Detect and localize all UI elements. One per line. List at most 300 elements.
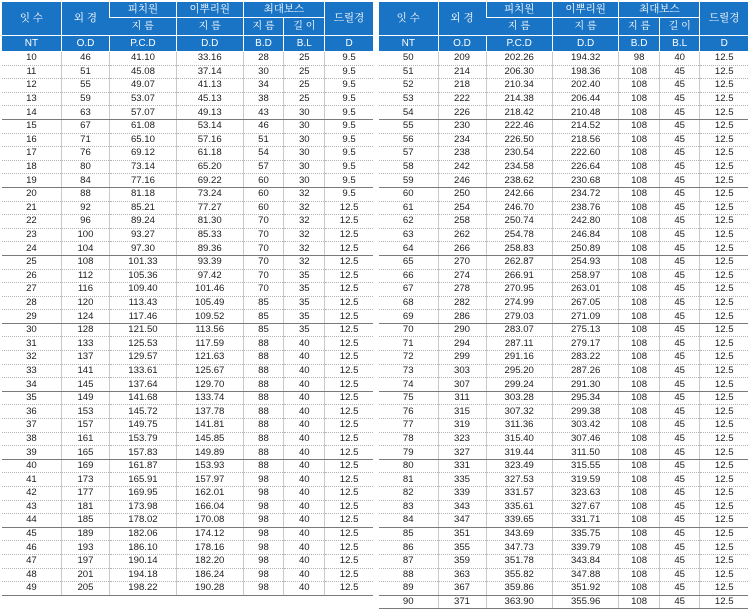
cell-bl: 45 xyxy=(659,554,700,568)
cell-nt: 41 xyxy=(2,473,61,487)
cell-pcd: 323.49 xyxy=(486,459,552,473)
table-row xyxy=(2,554,373,568)
cell-pcd: 137.64 xyxy=(110,378,177,392)
cell-bl: 45 xyxy=(659,255,700,269)
cell-drill: 12.5 xyxy=(700,514,748,528)
cell-nt: 34 xyxy=(2,378,61,392)
cell-bl: 40 xyxy=(284,554,325,568)
cell-drill: 12.5 xyxy=(325,242,373,256)
table-row xyxy=(2,160,373,174)
cell-bl: 45 xyxy=(659,541,700,555)
cell-drill: 12.5 xyxy=(700,500,748,514)
table-row xyxy=(2,582,373,596)
cell-drill: 12.5 xyxy=(700,255,748,269)
table-row xyxy=(379,527,748,541)
cell-drill: 12.5 xyxy=(700,323,748,337)
cell-nt: 75 xyxy=(379,391,438,405)
table-row xyxy=(379,446,748,460)
cell-pcd: 105.36 xyxy=(110,269,177,283)
cell-od: 88 xyxy=(61,187,109,201)
cell-bd: 70 xyxy=(243,215,284,229)
cell-pcd: 262.87 xyxy=(486,255,552,269)
cell-nt: 19 xyxy=(2,174,61,188)
cell-drill: 12.5 xyxy=(325,296,373,310)
cell-nt: 71 xyxy=(379,337,438,351)
cell-bl: 45 xyxy=(659,364,700,378)
cell-dd: 222.60 xyxy=(552,147,618,161)
cell-od: 307 xyxy=(438,378,486,392)
cell-bl: 40 xyxy=(284,405,325,419)
cell-bd: 108 xyxy=(619,487,660,501)
cell-pcd: 169.95 xyxy=(110,487,177,501)
table-row xyxy=(2,174,373,188)
table-row xyxy=(2,201,373,215)
table-row xyxy=(379,405,748,419)
cell-nt: 33 xyxy=(2,364,61,378)
cell-od: 59 xyxy=(61,92,109,106)
table-row xyxy=(379,215,748,229)
cell-dd: 303.42 xyxy=(552,419,618,433)
cell-drill: 12.5 xyxy=(325,255,373,269)
cell-nt: 10 xyxy=(2,52,61,66)
header-bl-en: B.L xyxy=(284,36,325,52)
cell-bd: 98 xyxy=(619,52,660,66)
cell-od: 335 xyxy=(438,473,486,487)
cell-bl: 45 xyxy=(659,323,700,337)
table-row xyxy=(2,255,373,269)
cell-drill: 12.5 xyxy=(325,215,373,229)
table-row xyxy=(2,459,373,473)
cell-pcd: 307.32 xyxy=(486,405,552,419)
table-row xyxy=(379,500,748,514)
cell-drill: 12.5 xyxy=(325,446,373,460)
cell-bd: 98 xyxy=(243,514,284,528)
cell-od: 250 xyxy=(438,187,486,201)
cell-bl: 32 xyxy=(284,215,325,229)
cell-bd: 51 xyxy=(243,133,284,147)
cell-bl: 40 xyxy=(284,514,325,528)
cell-nt: 51 xyxy=(379,65,438,79)
cell-bd: 60 xyxy=(243,201,284,215)
cell-bd: 108 xyxy=(619,364,660,378)
table-row xyxy=(2,79,373,93)
cell-dd: 157.97 xyxy=(176,473,243,487)
cell-od: 92 xyxy=(61,201,109,215)
header-boss-ko: 최대보스 xyxy=(619,2,700,18)
cell-dd: 81.30 xyxy=(176,215,243,229)
table-row xyxy=(2,500,373,514)
cell-bd: 70 xyxy=(243,242,284,256)
cell-od: 258 xyxy=(438,215,486,229)
cell-bl: 40 xyxy=(284,419,325,433)
table-row xyxy=(2,337,373,351)
cell-dd: 218.56 xyxy=(552,133,618,147)
header-nt-en: NT xyxy=(379,36,438,52)
cell-drill: 9.5 xyxy=(325,65,373,79)
cell-bd: 88 xyxy=(243,432,284,446)
cell-od: 266 xyxy=(438,242,486,256)
cell-pcd: 363.90 xyxy=(486,595,552,609)
cell-dd: 105.49 xyxy=(176,296,243,310)
cell-pcd: 254.78 xyxy=(486,228,552,242)
cell-drill: 12.5 xyxy=(325,432,373,446)
cell-nt: 81 xyxy=(379,473,438,487)
cell-od: 319 xyxy=(438,419,486,433)
cell-nt: 72 xyxy=(379,351,438,365)
cell-bd: 108 xyxy=(619,432,660,446)
cell-drill: 12.5 xyxy=(700,582,748,596)
cell-pcd: 299.24 xyxy=(486,378,552,392)
cell-nt: 42 xyxy=(2,487,61,501)
cell-pcd: 355.82 xyxy=(486,568,552,582)
cell-nt: 69 xyxy=(379,310,438,324)
cell-pcd: 173.98 xyxy=(110,500,177,514)
cell-bd: 85 xyxy=(243,323,284,337)
cell-dd: 121.63 xyxy=(176,351,243,365)
cell-nt: 30 xyxy=(2,323,61,337)
cell-drill: 12.5 xyxy=(700,446,748,460)
cell-drill: 12.5 xyxy=(700,187,748,201)
cell-od: 311 xyxy=(438,391,486,405)
cell-drill: 12.5 xyxy=(325,459,373,473)
cell-bl: 35 xyxy=(284,323,325,337)
cell-dd: 93.39 xyxy=(176,255,243,269)
cell-bd: 88 xyxy=(243,459,284,473)
cell-pcd: 57.07 xyxy=(110,106,177,120)
cell-bl: 45 xyxy=(659,133,700,147)
cell-dd: 182.20 xyxy=(176,554,243,568)
cell-drill: 12.5 xyxy=(325,364,373,378)
cell-bl: 40 xyxy=(659,52,700,66)
cell-pcd: 69.12 xyxy=(110,147,177,161)
cell-nt: 35 xyxy=(2,391,61,405)
cell-od: 323 xyxy=(438,432,486,446)
cell-od: 76 xyxy=(61,147,109,161)
cell-bd: 88 xyxy=(243,391,284,405)
cell-drill: 12.5 xyxy=(700,92,748,106)
cell-dd: 145.85 xyxy=(176,432,243,446)
cell-bd: 108 xyxy=(619,405,660,419)
cell-bl: 40 xyxy=(284,500,325,514)
table-row xyxy=(2,242,373,256)
gear-table-right xyxy=(379,2,748,609)
cell-od: 230 xyxy=(438,119,486,133)
cell-nt: 50 xyxy=(379,52,438,66)
cell-bl: 40 xyxy=(284,527,325,541)
cell-nt: 83 xyxy=(379,500,438,514)
header-dd-en: D.D xyxy=(176,36,243,52)
cell-pcd: 101.33 xyxy=(110,255,177,269)
cell-dd: 343.84 xyxy=(552,554,618,568)
cell-od: 294 xyxy=(438,337,486,351)
cell-drill: 12.5 xyxy=(700,554,748,568)
cell-drill: 12.5 xyxy=(700,432,748,446)
cell-pcd: 279.03 xyxy=(486,310,552,324)
cell-pcd: 234.58 xyxy=(486,160,552,174)
cell-drill: 12.5 xyxy=(325,541,373,555)
cell-od: 197 xyxy=(61,554,109,568)
table-row xyxy=(2,568,373,582)
cell-nt: 52 xyxy=(379,79,438,93)
cell-dd: 295.34 xyxy=(552,391,618,405)
cell-pcd: 157.83 xyxy=(110,446,177,460)
cell-bl: 32 xyxy=(284,228,325,242)
cell-bd: 28 xyxy=(243,52,284,66)
cell-drill: 12.5 xyxy=(700,174,748,188)
cell-bd: 108 xyxy=(619,582,660,596)
cell-pcd: 270.95 xyxy=(486,283,552,297)
cell-od: 303 xyxy=(438,364,486,378)
cell-bl: 32 xyxy=(284,201,325,215)
cell-pcd: 198.22 xyxy=(110,582,177,596)
cell-od: 128 xyxy=(61,323,109,337)
cell-bl: 30 xyxy=(284,174,325,188)
cell-dd: 327.67 xyxy=(552,500,618,514)
cell-drill: 12.5 xyxy=(700,310,748,324)
table-row xyxy=(2,296,373,310)
cell-nt: 40 xyxy=(2,459,61,473)
cell-od: 145 xyxy=(61,378,109,392)
cell-bl: 40 xyxy=(284,541,325,555)
cell-pcd: 93.27 xyxy=(110,228,177,242)
cell-bd: 88 xyxy=(243,446,284,460)
header-dd-ko1: 이뿌리원 xyxy=(552,2,618,18)
cell-bd: 108 xyxy=(619,174,660,188)
cell-pcd: 145.72 xyxy=(110,405,177,419)
cell-nt: 11 xyxy=(2,65,61,79)
table-row xyxy=(379,323,748,337)
cell-bd: 98 xyxy=(243,487,284,501)
cell-drill: 12.5 xyxy=(700,79,748,93)
cell-pcd: 194.18 xyxy=(110,568,177,582)
cell-dd: 238.76 xyxy=(552,201,618,215)
cell-bl: 25 xyxy=(284,65,325,79)
cell-bl: 45 xyxy=(659,147,700,161)
table-row xyxy=(2,378,373,392)
header-pcd-en: P.C.D xyxy=(486,36,552,52)
cell-nt: 77 xyxy=(379,419,438,433)
table-body-left xyxy=(2,52,373,596)
cell-dd: 133.74 xyxy=(176,391,243,405)
cell-od: 100 xyxy=(61,228,109,242)
cell-dd: 263.01 xyxy=(552,283,618,297)
cell-pcd: 258.83 xyxy=(486,242,552,256)
cell-od: 116 xyxy=(61,283,109,297)
table-row xyxy=(2,92,373,106)
cell-bl: 40 xyxy=(284,432,325,446)
cell-bl: 45 xyxy=(659,405,700,419)
cell-drill: 12.5 xyxy=(700,242,748,256)
cell-pcd: 109.40 xyxy=(110,283,177,297)
cell-dd: 335.75 xyxy=(552,527,618,541)
cell-od: 201 xyxy=(61,568,109,582)
cell-nt: 80 xyxy=(379,459,438,473)
header-bd-ko: 지 름 xyxy=(619,18,660,36)
cell-od: 205 xyxy=(61,582,109,596)
cell-bd: 98 xyxy=(243,473,284,487)
cell-bl: 45 xyxy=(659,215,700,229)
cell-od: 153 xyxy=(61,405,109,419)
cell-nt: 32 xyxy=(2,351,61,365)
cell-pcd: 218.42 xyxy=(486,106,552,120)
cell-pcd: 89.24 xyxy=(110,215,177,229)
cell-dd: 331.71 xyxy=(552,514,618,528)
cell-pcd: 149.75 xyxy=(110,419,177,433)
cell-dd: 129.70 xyxy=(176,378,243,392)
table-row xyxy=(379,160,748,174)
cell-drill: 9.5 xyxy=(325,174,373,188)
cell-nt: 43 xyxy=(2,500,61,514)
cell-dd: 149.89 xyxy=(176,446,243,460)
cell-dd: 89.36 xyxy=(176,242,243,256)
cell-nt: 24 xyxy=(2,242,61,256)
table-row xyxy=(379,554,748,568)
cell-bl: 40 xyxy=(284,391,325,405)
cell-od: 71 xyxy=(61,133,109,147)
cell-nt: 74 xyxy=(379,378,438,392)
cell-pcd: 186.10 xyxy=(110,541,177,555)
cell-drill: 12.5 xyxy=(700,119,748,133)
cell-drill: 12.5 xyxy=(325,500,373,514)
cell-bl: 45 xyxy=(659,514,700,528)
cell-pcd: 283.07 xyxy=(486,323,552,337)
cell-drill: 12.5 xyxy=(325,323,373,337)
table-row xyxy=(379,487,748,501)
cell-od: 262 xyxy=(438,228,486,242)
cell-nt: 16 xyxy=(2,133,61,147)
cell-od: 80 xyxy=(61,160,109,174)
cell-bl: 35 xyxy=(284,283,325,297)
cell-dd: 77.27 xyxy=(176,201,243,215)
cell-dd: 166.04 xyxy=(176,500,243,514)
cell-pcd: 133.61 xyxy=(110,364,177,378)
cell-drill: 12.5 xyxy=(325,582,373,596)
cell-bd: 108 xyxy=(619,459,660,473)
cell-bd: 108 xyxy=(619,119,660,133)
cell-od: 371 xyxy=(438,595,486,609)
cell-drill: 12.5 xyxy=(700,337,748,351)
cell-bd: 98 xyxy=(243,554,284,568)
cell-pcd: 242.66 xyxy=(486,187,552,201)
cell-dd: 287.26 xyxy=(552,364,618,378)
cell-pcd: 41.10 xyxy=(110,52,177,66)
header-bl-en: B.L xyxy=(659,36,700,52)
cell-drill: 12.5 xyxy=(700,351,748,365)
header-bd-en: B.D xyxy=(243,36,284,52)
cell-drill: 12.5 xyxy=(700,568,748,582)
cell-bl: 40 xyxy=(284,378,325,392)
cell-pcd: 347.73 xyxy=(486,541,552,555)
cell-bl: 32 xyxy=(284,187,325,201)
cell-bd: 108 xyxy=(619,215,660,229)
cell-pcd: 222.46 xyxy=(486,119,552,133)
cell-drill: 12.5 xyxy=(325,568,373,582)
header-nt-ko: 잇 수 xyxy=(379,2,438,36)
cell-od: 343 xyxy=(438,500,486,514)
cell-dd: 49.13 xyxy=(176,106,243,120)
table-row xyxy=(379,351,748,365)
header-pcd-ko1: 피치원 xyxy=(486,2,552,18)
cell-drill: 12.5 xyxy=(325,310,373,324)
cell-drill: 12.5 xyxy=(325,351,373,365)
cell-od: 51 xyxy=(61,65,109,79)
cell-bd: 108 xyxy=(619,527,660,541)
table-row xyxy=(379,174,748,188)
cell-nt: 18 xyxy=(2,160,61,174)
cell-dd: 186.24 xyxy=(176,568,243,582)
cell-dd: 65.20 xyxy=(176,160,243,174)
cell-bl: 45 xyxy=(659,595,700,609)
cell-bl: 45 xyxy=(659,119,700,133)
cell-bd: 108 xyxy=(619,187,660,201)
header-boss-ko: 최대보스 xyxy=(243,2,325,18)
cell-od: 234 xyxy=(438,133,486,147)
cell-od: 189 xyxy=(61,527,109,541)
cell-nt: 54 xyxy=(379,106,438,120)
cell-pcd: 61.08 xyxy=(110,119,177,133)
cell-nt: 84 xyxy=(379,514,438,528)
cell-drill: 12.5 xyxy=(700,296,748,310)
cell-nt: 73 xyxy=(379,364,438,378)
cell-dd: 37.14 xyxy=(176,65,243,79)
cell-nt: 13 xyxy=(2,92,61,106)
cell-od: 149 xyxy=(61,391,109,405)
cell-bd: 108 xyxy=(619,473,660,487)
cell-dd: 117.59 xyxy=(176,337,243,351)
cell-pcd: 339.65 xyxy=(486,514,552,528)
cell-od: 254 xyxy=(438,201,486,215)
cell-pcd: 161.87 xyxy=(110,459,177,473)
cell-nt: 61 xyxy=(379,201,438,215)
cell-nt: 15 xyxy=(2,119,61,133)
cell-pcd: 230.54 xyxy=(486,147,552,161)
cell-dd: 347.88 xyxy=(552,568,618,582)
cell-od: 367 xyxy=(438,582,486,596)
cell-nt: 67 xyxy=(379,283,438,297)
cell-dd: 339.79 xyxy=(552,541,618,555)
cell-pcd: 77.16 xyxy=(110,174,177,188)
cell-dd: 279.17 xyxy=(552,337,618,351)
cell-drill: 12.5 xyxy=(700,106,748,120)
table-row xyxy=(379,432,748,446)
cell-od: 270 xyxy=(438,255,486,269)
table-row xyxy=(379,310,748,324)
cell-bd: 34 xyxy=(243,79,284,93)
table-row xyxy=(379,541,748,555)
cell-bd: 108 xyxy=(619,79,660,93)
cell-od: 327 xyxy=(438,446,486,460)
cell-dd: 271.09 xyxy=(552,310,618,324)
cell-pcd: 45.08 xyxy=(110,65,177,79)
table-row xyxy=(379,582,748,596)
header-bd-ko: 지 름 xyxy=(243,18,284,36)
cell-bl: 35 xyxy=(284,269,325,283)
cell-pcd: 97.30 xyxy=(110,242,177,256)
table-row xyxy=(2,187,373,201)
cell-drill: 9.5 xyxy=(325,187,373,201)
header-drill-en: D xyxy=(700,36,748,52)
cell-bl: 40 xyxy=(284,459,325,473)
cell-pcd: 165.91 xyxy=(110,473,177,487)
cell-od: 274 xyxy=(438,269,486,283)
table-row xyxy=(379,187,748,201)
cell-od: 108 xyxy=(61,255,109,269)
cell-drill: 12.5 xyxy=(325,378,373,392)
cell-bd: 108 xyxy=(619,65,660,79)
header-od-ko: 외 경 xyxy=(438,2,486,36)
cell-pcd: 226.50 xyxy=(486,133,552,147)
cell-bd: 30 xyxy=(243,65,284,79)
